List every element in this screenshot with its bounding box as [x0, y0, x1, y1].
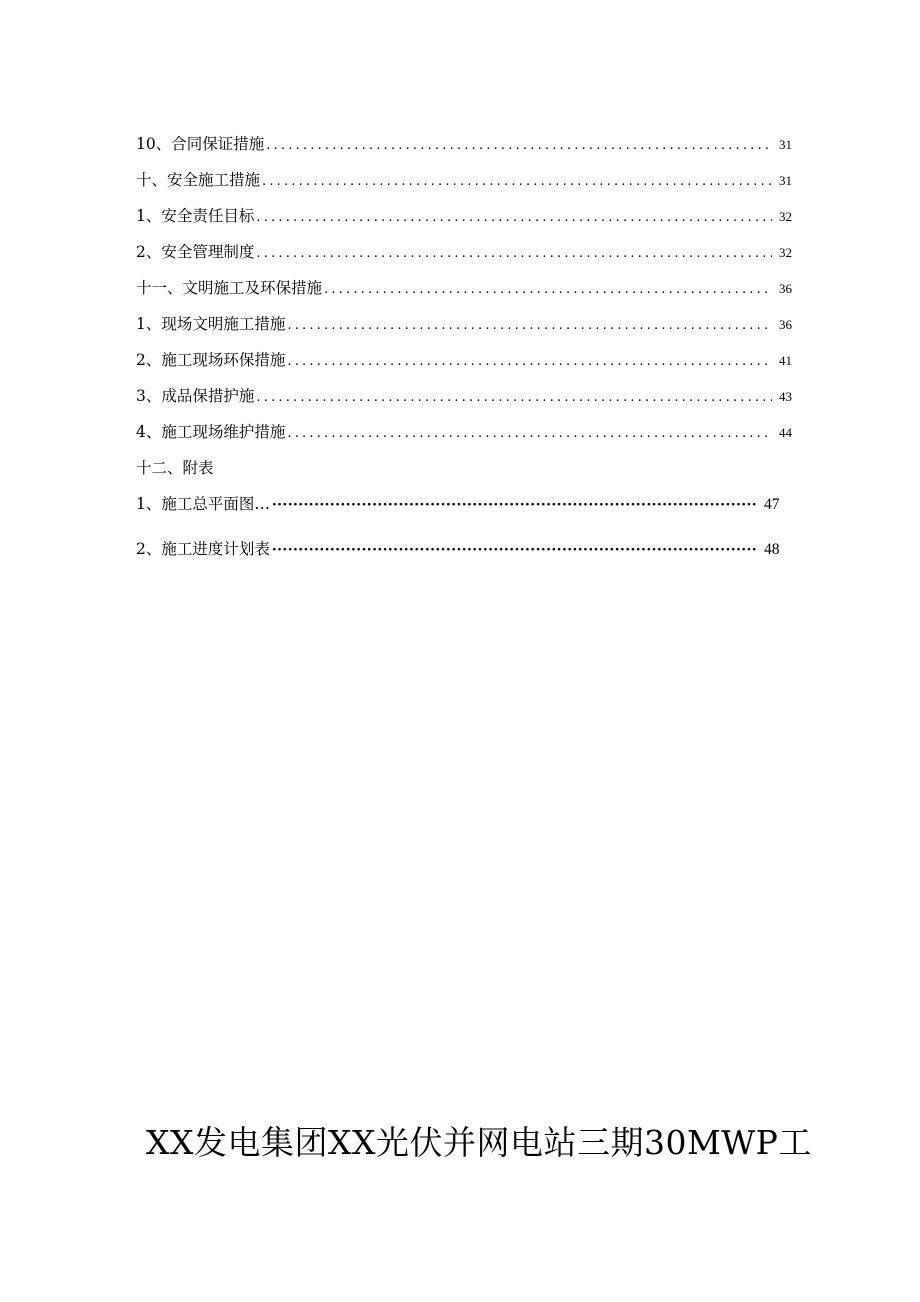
toc-page-number: 47	[764, 496, 780, 513]
toc-entry-contract-guarantee[interactable]	[136, 131, 792, 167]
toc-dot-leader	[287, 421, 772, 447]
toc-entry-site-maintenance[interactable]	[136, 419, 792, 455]
toc-entry-label: 1、现场文明施工措施	[136, 315, 286, 333]
toc-entry-label: 2、安全管理制度	[136, 243, 255, 261]
toc-entry-safety-goals[interactable]	[136, 203, 792, 239]
toc-page-number: 32	[779, 245, 792, 260]
toc-entry-safety-management[interactable]	[136, 239, 792, 275]
toc-entry-label: 3、成品保措护施	[136, 387, 255, 405]
toc-entry-safety-construction[interactable]	[136, 167, 792, 203]
toc-page-number: 31	[779, 137, 792, 152]
toc-entry-label: 十一、文明施工及环保措施	[136, 279, 323, 297]
toc-entry-label: 十二、附表	[136, 459, 214, 477]
toc-entry-civilized-construction[interactable]	[136, 275, 792, 311]
toc-dot-leader	[272, 492, 756, 518]
toc-page-number: 48	[764, 541, 780, 558]
toc-entry-label: 2、施工进度计划表	[136, 540, 270, 558]
toc-page-number: 31	[779, 173, 792, 188]
toc-page-number: 36	[779, 317, 792, 332]
toc-dot-leader	[287, 313, 772, 339]
toc-dot-leader	[256, 205, 772, 231]
toc-page-number: 32	[779, 209, 792, 224]
toc-entry-label: 4、施工现场维护措施	[136, 423, 286, 441]
toc-page-number: 41	[779, 353, 792, 368]
toc-entry-label: 1、施工总平面图…	[136, 495, 270, 513]
toc-dot-leader	[266, 133, 772, 159]
toc-entry-site-civilized[interactable]	[136, 311, 792, 347]
toc-entry-label: 2、施工现场环保措施	[136, 351, 286, 369]
toc-entry-label: 1、安全责任目标	[136, 207, 255, 225]
document-title: XX发电集团XX光伏并网电站三期30MWP工	[146, 1123, 812, 1162]
toc-entry-site-plan[interactable]	[136, 491, 792, 536]
toc-page-number: 36	[779, 281, 792, 296]
toc-dot-leader	[324, 277, 772, 303]
toc-entry-schedule-table[interactable]	[136, 536, 792, 581]
toc-entry-site-environment[interactable]	[136, 347, 792, 383]
toc-entry-label: 十、安全施工措施	[136, 171, 261, 189]
toc-entry-label: 10、合同保证措施	[136, 135, 265, 153]
toc-page-number: 43	[779, 389, 792, 404]
toc-dot-leader	[256, 385, 772, 411]
toc-entry-product-protection[interactable]	[136, 383, 792, 419]
toc-entry-appendix-heading[interactable]	[136, 455, 792, 491]
toc-dot-leader	[256, 241, 772, 267]
toc-dot-leader	[272, 537, 756, 563]
toc-dot-leader	[287, 349, 772, 375]
table-of-contents	[136, 131, 792, 581]
toc-page-number: 44	[779, 425, 792, 440]
toc-dot-leader	[262, 169, 772, 195]
